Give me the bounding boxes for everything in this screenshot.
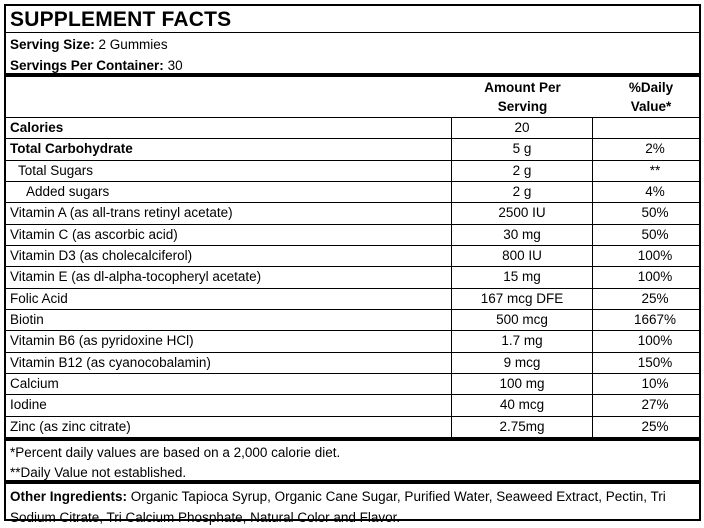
table-row (6, 331, 699, 352)
header-amount-line2: Serving (497, 99, 548, 114)
header-amount-line1: Amount Per (484, 80, 561, 95)
nutrient-daily-value: 150% (637, 354, 673, 370)
header-dv-line1: %Daily (628, 80, 674, 95)
nutrient-amount: 500 mcg (452, 310, 593, 330)
nutrient-amount: 5 g (452, 139, 593, 159)
nutrient-daily-value: 100% (637, 269, 673, 285)
nutrient-daily-value: 27% (641, 397, 669, 413)
nutrient-daily-value (593, 118, 699, 138)
table-row (6, 374, 699, 395)
table-row (6, 353, 699, 374)
nutrient-daily-value: 1667% (633, 312, 677, 328)
table-row (6, 203, 699, 224)
nutrient-amount: 9 mcg (452, 353, 593, 373)
table-row (6, 225, 699, 246)
footnote-percent-daily: *Percent daily values are based on a 2,000 calorie diet. (10, 445, 341, 461)
nutrient-name: Vitamin C (as ascorbic acid) (6, 225, 452, 245)
nutrient-name: Vitamin B12 (as cyanocobalamin) (6, 353, 452, 373)
table-row (6, 267, 699, 288)
servings-per-container-value: 30 (167, 58, 183, 73)
other-ingredients-text: Organic Tapioca Syrup, Organic Cane Sugar, Purified Water, Seaweed Extract, Pectin, Tri Sodium Citrate, Tri Calcium Phosphate, Natural Color and Flavor. (10, 489, 666, 526)
nutrient-daily-value: 10% (641, 376, 669, 392)
nutrient-daily-value: 100% (637, 333, 673, 349)
table-row (6, 289, 699, 310)
nutrient-amount: 800 IU (452, 246, 593, 266)
nutrient-name: Zinc (as zinc citrate) (6, 417, 452, 437)
table-row (6, 118, 699, 139)
nutrient-amount: 30 mg (452, 225, 593, 245)
footnotes (6, 438, 699, 484)
nutrient-name: Added sugars (6, 182, 452, 202)
nutrient-amount: 167 mcg DFE (452, 289, 593, 309)
serving-info (6, 33, 699, 77)
nutrient-amount: 40 mcg (452, 395, 593, 415)
nutrient-daily-value: 4% (645, 184, 665, 200)
serving-size-label: Serving Size: (10, 37, 95, 52)
nutrient-amount: 2 g (452, 161, 593, 181)
servings-per-container-line (10, 55, 695, 76)
header-nutrient-column (6, 77, 452, 117)
nutrient-name: Total Sugars (6, 161, 452, 181)
nutrient-daily-value: 2% (645, 141, 665, 157)
nutrient-name: Calcium (6, 374, 452, 394)
nutrient-name: Calories (6, 118, 452, 138)
table-row (6, 182, 699, 203)
table-row (6, 395, 699, 416)
supplement-facts-panel (4, 4, 701, 526)
table-row (6, 161, 699, 182)
nutrient-daily-value: 50% (641, 226, 669, 242)
nutrient-daily-value: ** (649, 162, 661, 178)
nutrient-name: Vitamin E (as dl-alpha-tocopheryl acetate) (6, 267, 452, 287)
nutrient-name: Biotin (6, 310, 452, 330)
nutrient-name: Vitamin D3 (as cholecalciferol) (6, 246, 452, 266)
table-row (6, 417, 699, 438)
nutrient-amount: 2.75mg (452, 417, 593, 437)
nutrient-name: Vitamin A (as all-trans retinyl acetate) (6, 203, 452, 223)
table-row (6, 246, 699, 267)
panel-title: SUPPLEMENT FACTS (6, 6, 699, 33)
nutrient-amount: 20 (452, 118, 593, 138)
servings-per-container-label: Servings Per Container: (10, 58, 164, 73)
header-dv-column (593, 77, 699, 117)
nutrient-amount: 2 g (452, 182, 593, 202)
footnote-dv-not-established: **Daily Value not established. (10, 465, 187, 481)
serving-size-value: 2 Gummies (98, 37, 168, 52)
other-ingredients (6, 484, 699, 528)
table-row (6, 139, 699, 160)
nutrient-amount: 2500 IU (452, 203, 593, 223)
nutrient-amount: 15 mg (452, 267, 593, 287)
header-amount-column (452, 77, 593, 117)
nutrient-rows (6, 118, 699, 438)
nutrient-name: Total Carbohydrate (6, 139, 452, 159)
nutrient-name: Vitamin B6 (as pyridoxine HCl) (6, 331, 452, 351)
nutrient-amount: 1.7 mg (452, 331, 593, 351)
nutrient-daily-value: 25% (641, 290, 669, 306)
nutrient-daily-value: 25% (641, 418, 669, 434)
nutrient-daily-value: 50% (641, 205, 669, 221)
nutrient-name: Iodine (6, 395, 452, 415)
other-ingredients-label: Other Ingredients: (10, 489, 128, 505)
nutrient-name: Folic Acid (6, 289, 452, 309)
nutrient-daily-value: 100% (637, 248, 673, 264)
header-dv-line2: Value* (630, 99, 672, 114)
table-header-row (6, 77, 699, 118)
table-row (6, 310, 699, 331)
nutrient-amount: 100 mg (452, 374, 593, 394)
serving-size-line (10, 34, 695, 55)
